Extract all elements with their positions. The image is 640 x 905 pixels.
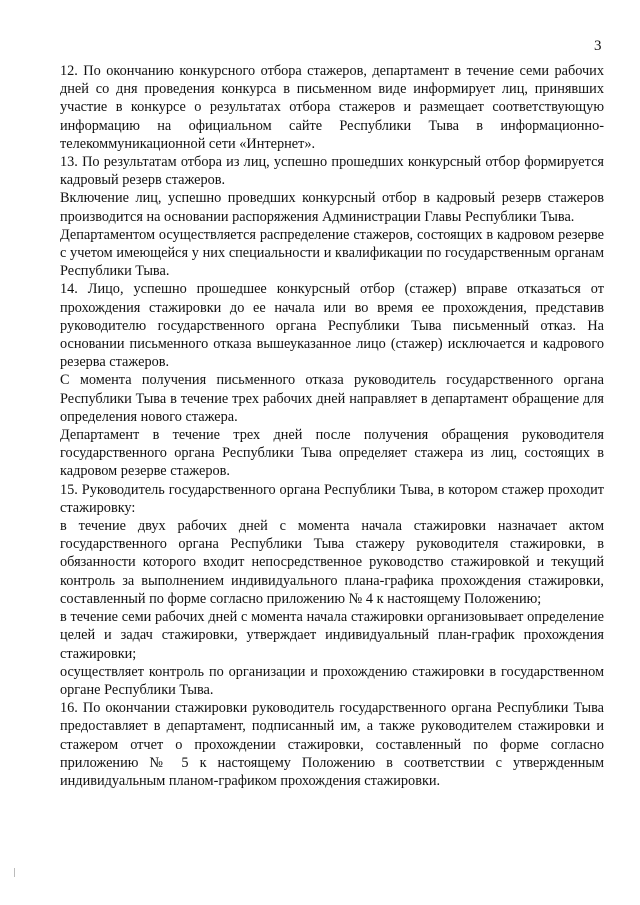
paragraph-13-distribution: Департаментом осуществляется распределение стажеров, состоящих в кадровом резерве с учетом имеющейся у них специальности и квалификации по государственным органам Республики Тыва. bbox=[60, 226, 604, 280]
scan-edge-mark bbox=[14, 868, 15, 877]
paragraph-15: 15. Руководитель государственного органа Республики Тыва, в котором стажер проходит стажировку: bbox=[60, 481, 604, 516]
paragraph-15-item-3: осуществляет контроль по организации и прохождению стажировки в государственном органе Республики Тыва. bbox=[60, 663, 604, 698]
paragraph-13: 13. По результатам отбора из лиц, успешно прошедших конкурсный отбор формируется кадровый резерв стажеров. bbox=[60, 154, 604, 189]
paragraph-12: 12. По окончанию конкурсного отбора стажеров, департамент в течение семи рабочих дней со дня проведения конкурса в письменном виде информирует лиц, принявших участие в конкурсе о результатах отбора стажеров и размещает соответствующую информацию на официальном сайте Республики Тыва в информационно-телекоммуникационной сети «Интернет». bbox=[60, 63, 604, 152]
paragraph-14-new-trainee: Департамент в течение трех дней после получения обращения руководителя государственного органа Республики Тыва определяет стажера из лиц, состоящих в кадровом резерве стажеров. bbox=[60, 427, 604, 480]
paragraph-13-inclusion: Включение лиц, успешно проведших конкурсный отбор в кадровый резерв стажеров производится на основании распоряжения Администрации Главы Республики Тыва. bbox=[60, 190, 604, 225]
paragraph-16: 16. По окончании стажировки руководитель государственного органа Республики Тыва предоставляет в департамент, подписанный им, а также руководителем стажировки и стажером отчет о прохождении стажировки, составленный по форме согласно приложению № 5 к настоящему Положению в соответствии с утвержденным индивидуальным планом-графиком прохождения стажировки. bbox=[60, 700, 604, 789]
page-number: 3 bbox=[594, 38, 602, 54]
paragraph-15-item-2: в течение семи рабочих дней с момента начала стажировки организовывает определение целей и задач стажировки, утверждает индивидуальный план-график прохождения стажировки; bbox=[60, 609, 604, 662]
paragraph-15-item-1: в течение двух рабочих дней с момента начала стажировки назначает актом государственного органа Республики Тыва стажеру руководителя стажировки, в обязанности которого входит непосредственное руководство стажировкой и текущий контроль за выполнением индивидуального плана-графика прохождения стажировки, составленный по форме согласно приложению № 4 к настоящему Положению; bbox=[60, 518, 604, 607]
paragraph-14: 14. Лицо, успешно прошедшее конкурсный отбор (стажер) вправе отказаться от прохождения стажировки до ее начала или во время ее прохождения, представив руководителю государственного органа Республики Тыва письменный отказ. На основании письменного отказа вышеуказанное лицо (стажер) исключается и кадрового резерва стажеров. bbox=[60, 281, 604, 371]
paragraph-14-refusal: С момента получения письменного отказа руководитель государственного органа Республики Тыва в течение трех рабочих дней направляет в департамент обращение для определения нового стажера. bbox=[60, 372, 604, 425]
document-body bbox=[60, 62, 604, 790]
